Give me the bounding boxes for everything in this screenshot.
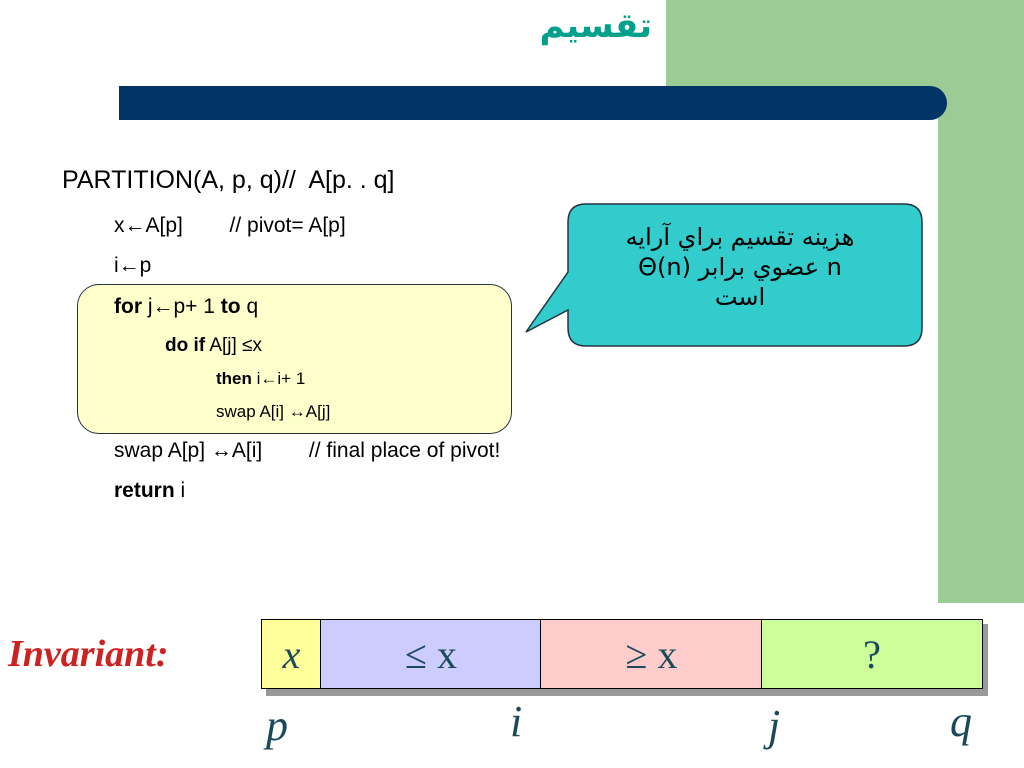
index-j: j <box>768 701 781 750</box>
green-accent-side <box>938 100 1024 603</box>
code-line-return <box>114 479 185 503</box>
keyword-do-if: do if <box>165 335 206 356</box>
for-end: q <box>240 295 259 318</box>
invariant-label: Invariant: <box>8 633 169 675</box>
index-p: p <box>266 701 288 750</box>
cell-pivot <box>261 619 322 689</box>
cell-unknown <box>761 619 983 689</box>
code-line-for <box>114 295 258 319</box>
code-line-swap-pivot: swap A[p] ↔A[i] // final place of pivot! <box>114 439 501 462</box>
return-value: i <box>174 479 186 502</box>
cell-pivot-label: x <box>282 632 301 677</box>
green-accent-top <box>666 0 1024 100</box>
title-bar <box>119 86 947 120</box>
slide-title: تقسيم <box>539 6 652 46</box>
code-line-partition: PARTITION(A, p, q)// A[p. . q] <box>62 166 395 194</box>
keyword-for: for <box>114 295 142 318</box>
keyword-then: then <box>216 369 252 388</box>
for-range: j←p+ 1 <box>142 295 221 318</box>
do-if-condition: A[j] ≤x <box>205 335 262 356</box>
callout-line-2: n عضوي برابر Θ(n) <box>638 253 842 281</box>
code-line-swap-inner: swap A[i] ↔A[j] <box>216 402 331 421</box>
code-line-pivot: x←A[p] // pivot= A[p] <box>114 214 346 237</box>
cell-unknown-label: ? <box>863 632 881 677</box>
index-q: q <box>950 697 972 746</box>
callout-text <box>572 222 908 312</box>
cell-greater-equal <box>540 619 763 689</box>
index-i: i <box>510 697 523 746</box>
code-line-do-if <box>165 335 262 357</box>
cell-less-equal-label: ≤ x <box>405 632 457 677</box>
keyword-to: to <box>220 295 241 318</box>
cell-less-equal <box>320 619 542 689</box>
code-line-init-i: i←p <box>114 254 152 277</box>
callout-line-1: هزينه تقسيم براي آرايه <box>625 223 855 251</box>
cell-greater-equal-label: ≥ x <box>625 632 678 677</box>
then-body: i←i+ 1 <box>251 369 306 388</box>
keyword-return: return <box>114 479 175 502</box>
callout-line-3: است <box>714 283 766 311</box>
code-line-then <box>216 369 305 389</box>
